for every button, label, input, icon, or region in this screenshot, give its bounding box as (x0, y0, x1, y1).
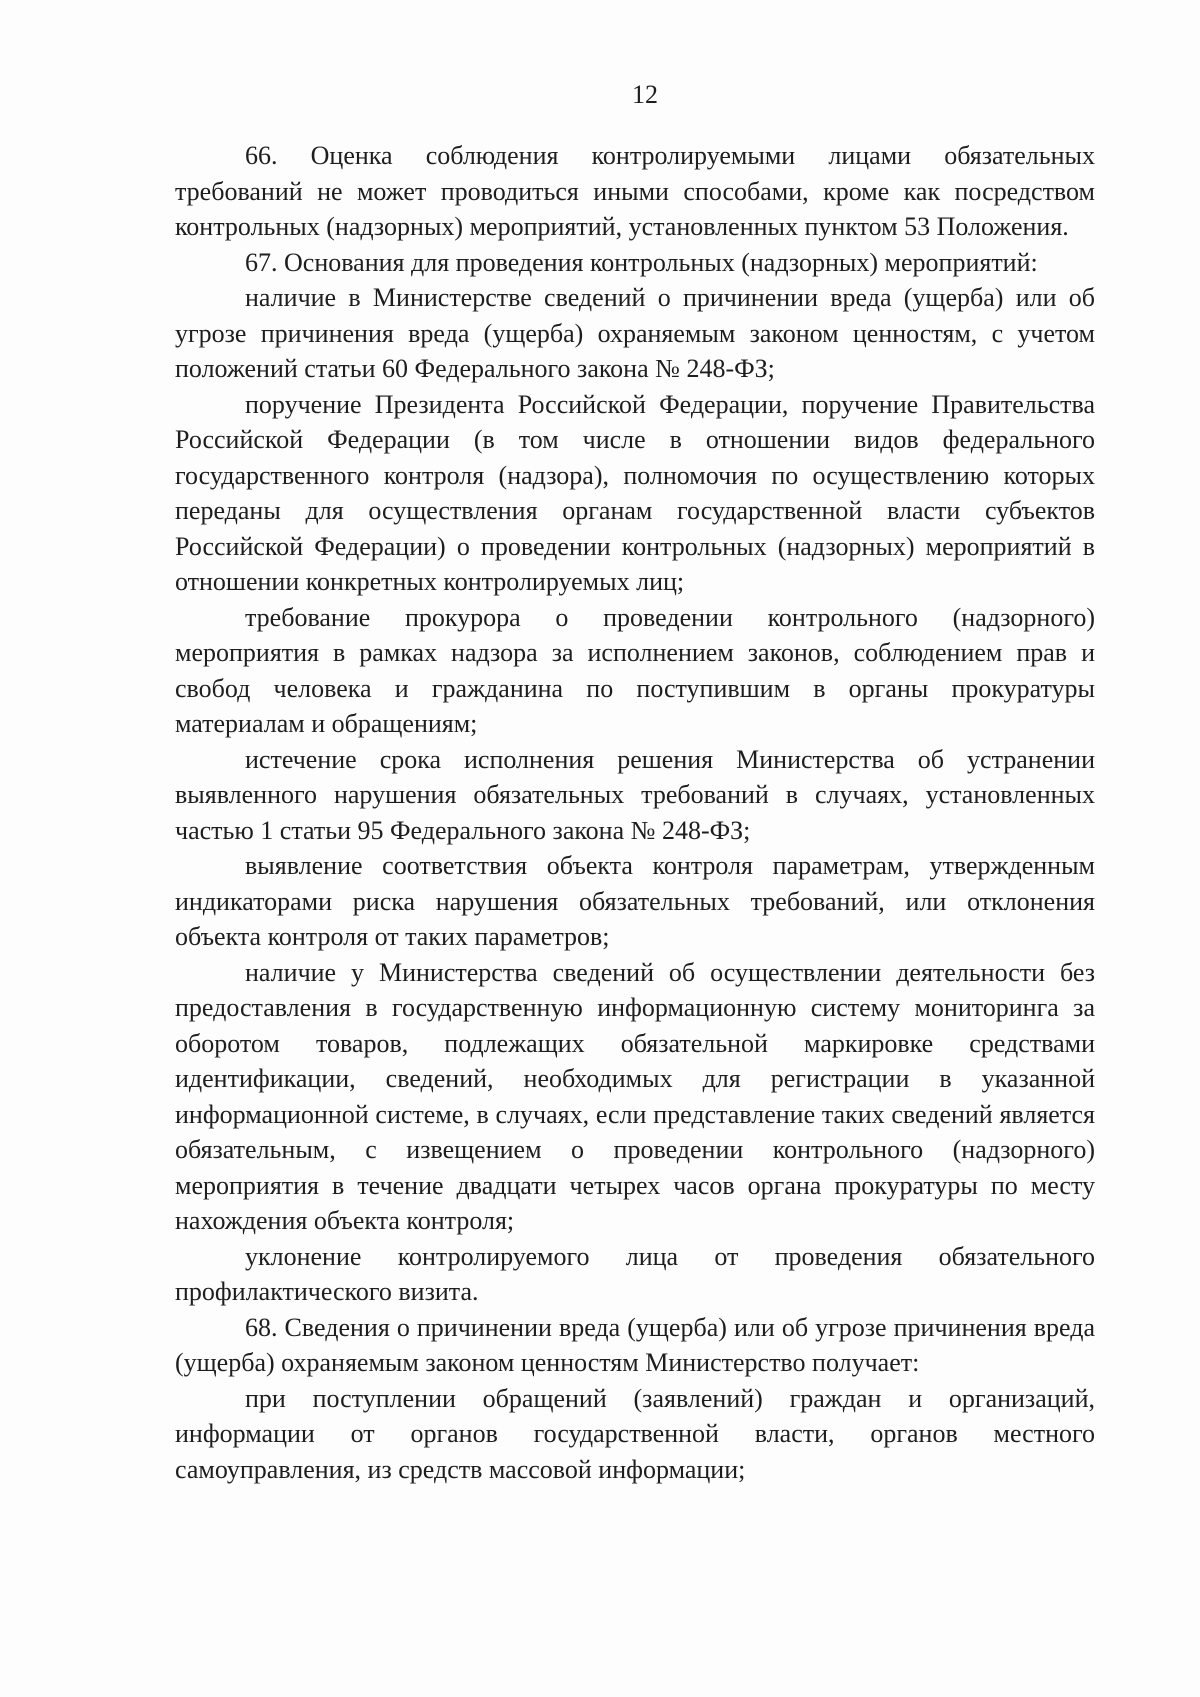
list-item: при поступлении обращений (заявлений) граждан и организаций, информации от органов государственной власти, органов местного самоуправления, из средств массовой информации; (175, 1383, 1095, 1484)
list-item: уклонение контролируемого лица от проведения обязательного профилактического визита. (175, 1241, 1095, 1306)
list-item: наличие у Министерства сведений об осуществлении деятельности без предоставления в государственную информационную систему мониторинга за оборотом товаров, подлежащих обязательной маркировке средствами идентификации, сведений, необходимых для регистрации в указанной информационной системе, в случаях, если представление таких сведений является обязательным, с извещением о проведении контрольного (надзорного) мероприятия в течение двадцати четырех часов органа прокуратуры по месту нахождения объекта контроля; (175, 957, 1095, 1235)
page-number: 12 (632, 80, 658, 109)
list-item: истечение срока исполнения решения Министерства об устранении выявленного нарушения обязательных требований в случаях, установленных частью 1 статьи 95 Федерального закона № 248-ФЗ; (175, 744, 1095, 845)
paragraph-67: 67. Основания для проведения контрольных (надзорных) мероприятий: (245, 247, 1038, 277)
list-item: требование прокурора о проведении контрольного (надзорного) мероприятия в рамках надзора за исполнением законов, соблюдением прав и свобод человека и гражданина по поступившим в органы прокуратуры материалам и обращениям; (175, 602, 1095, 738)
list-item: поручение Президента Российской Федерации, поручение Правительства Российской Федерации (в том числе в отношении видов федерального государственного контроля (надзора), полномочия по осуществлению которых переданы для осуществления органам государственной власти субъектов Российской Федерации) о проведении контрольных (надзорных) мероприятий в отношении конкретных контролируемых лиц; (175, 389, 1095, 596)
list-item: наличие в Министерстве сведений о причинении вреда (ущерба) или об угрозе причинения вреда (ущерба) охраняемым законом ценностям, с учетом положений статьи 60 Федерального закона № 248-ФЗ; (175, 283, 1095, 383)
paragraph-68: 68. Сведения о причинении вреда (ущерба) или об угрозе причинения вреда (ущерба) охраняемым законом ценностям Министерство получает: (175, 1312, 1095, 1377)
document-body (175, 138, 1095, 1487)
paragraph-66: 66. Оценка соблюдения контролируемыми лицами обязательных требований не может проводиться иными способами, кроме как посредством контрольных (надзорных) мероприятий, установленных пунктом 53 Положения. (175, 141, 1095, 241)
list-item: выявление соответствия объекта контроля параметрам, утвержденным индикаторами риска нарушения обязательных требований, или отклонения объекта контроля от таких параметров; (175, 851, 1095, 951)
